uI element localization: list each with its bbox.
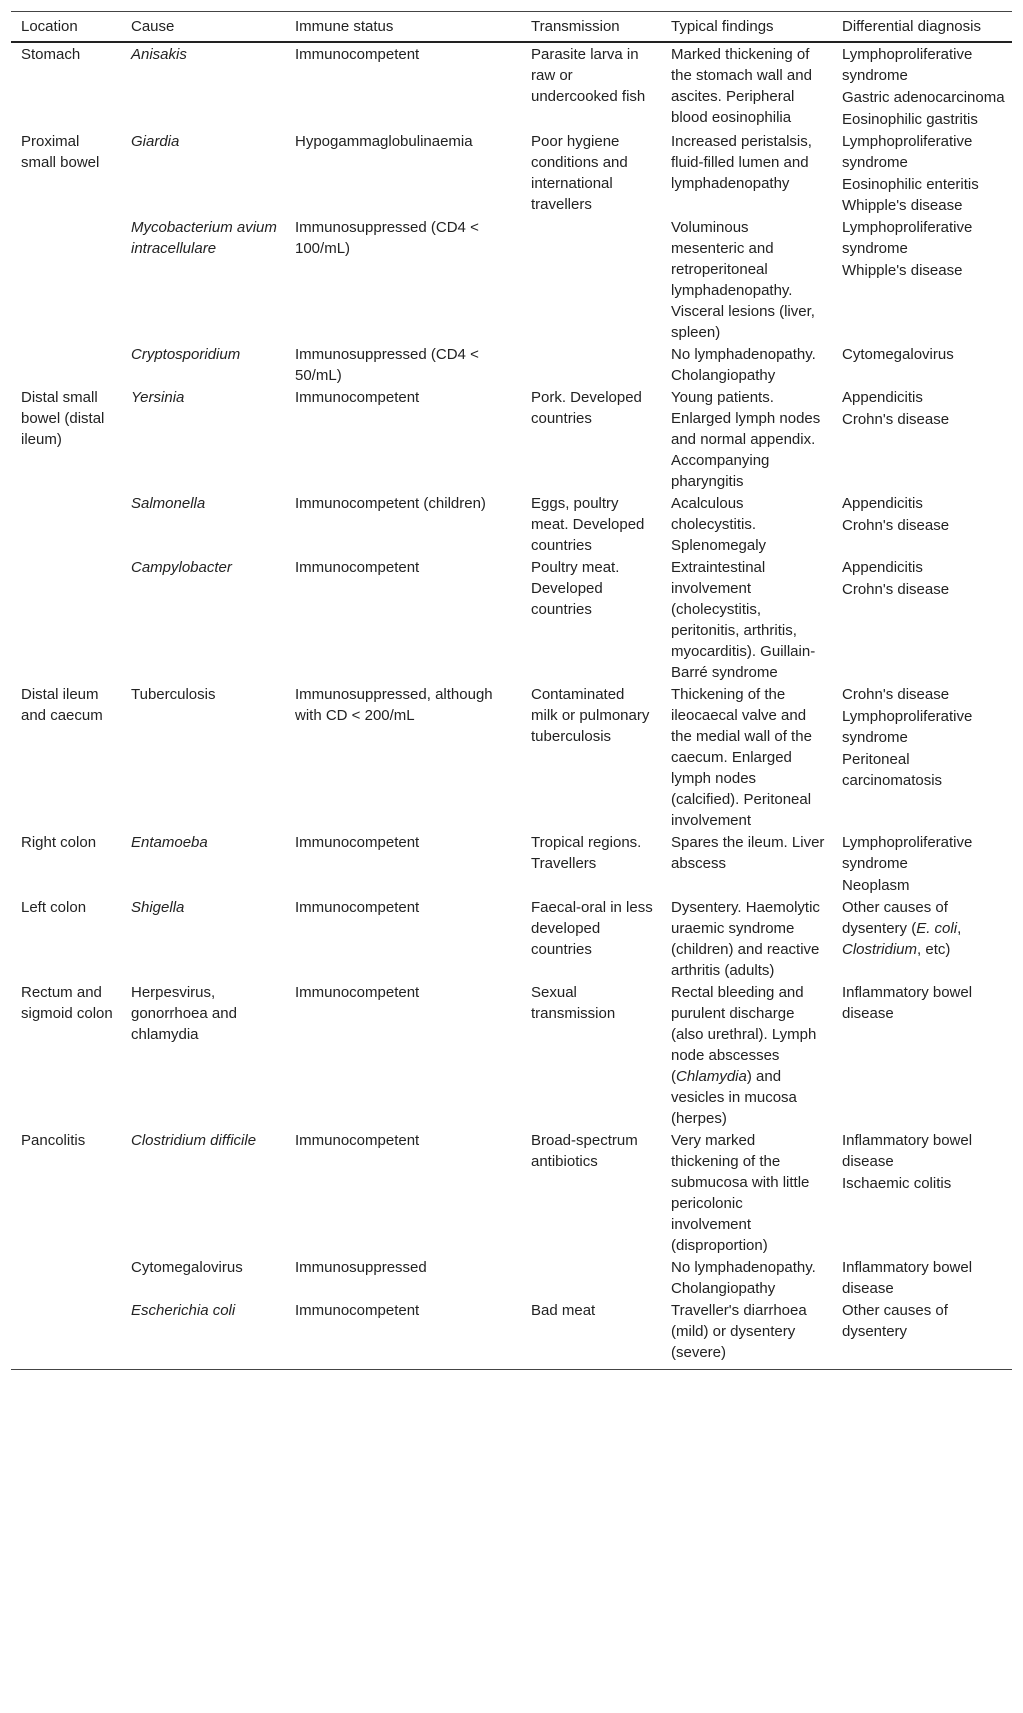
- findings-text-part: Rectal bleeding and purulent discharge (also urethral). Lymph node abscesses (: [671, 984, 817, 1085]
- differential-item: Eosinophilic gastritis: [842, 111, 978, 128]
- differential-text-part: Clostridium: [842, 941, 918, 958]
- cell-cause: Giardia: [131, 133, 180, 150]
- header-differential-diagnosis: Differential diagnosis: [832, 12, 1012, 43]
- cell-location: [11, 216, 121, 343]
- cell-typical-findings: Traveller's diarrhoea (mild) or dysentery (severe): [661, 1299, 832, 1370]
- cell-differential-diagnosis: [832, 343, 1012, 386]
- cell-differential-diagnosis: [832, 981, 1012, 1129]
- cell-typical-findings: No lymphadenopathy. Cholangiopathy: [671, 1259, 816, 1297]
- differential-item: Crohn's disease: [842, 581, 950, 598]
- differential-item: Inflammatory bowel disease: [842, 1259, 973, 1297]
- differential-text-part: E. coli: [916, 920, 958, 937]
- cell-immune-status: Immunocompetent: [295, 559, 420, 576]
- table-row: [11, 216, 1012, 343]
- cell-transmission: Tropical regions. Travellers: [531, 834, 642, 872]
- differential-item: Crohn's disease: [842, 517, 950, 534]
- header-typical-findings: Typical findings: [661, 12, 832, 43]
- cell-differential-diagnosis: [832, 831, 1012, 896]
- table-row: [11, 1256, 1012, 1299]
- differential-item: Appendicitis: [842, 495, 923, 512]
- cell-cause: Salmonella: [131, 495, 206, 512]
- header-row: [11, 12, 1012, 43]
- table-header: [11, 12, 1012, 43]
- table-row: [11, 492, 1012, 556]
- table-row: [11, 896, 1012, 981]
- table-row: [11, 1129, 1012, 1256]
- differential-item: Lymphoproliferative syndrome: [842, 708, 973, 746]
- cell-differential-diagnosis: [832, 1256, 1012, 1299]
- cell-differential-diagnosis: [832, 1129, 1012, 1256]
- header-immune-status: Immune status: [285, 12, 521, 43]
- table-row: [11, 386, 1012, 492]
- table-body: [11, 42, 1012, 1370]
- cell-transmission: Broad-spectrum antibiotics: [531, 1132, 638, 1170]
- cell-location: Proximal small bowel: [21, 133, 100, 171]
- differential-item: Eosinophilic enteritis Whipple's disease: [842, 176, 979, 214]
- cell-cause: Clostridium difficile: [131, 1132, 257, 1149]
- infectious-colitis-table: [11, 11, 1012, 1370]
- cell-location: [11, 1256, 121, 1299]
- cell-differential-diagnosis: [832, 896, 1012, 981]
- differential-item: Crohn's disease: [842, 411, 950, 428]
- cell-transmission: Sexual transmission: [531, 984, 616, 1022]
- findings-text-part: ) and vesicles in mucosa (herpes): [671, 1068, 797, 1127]
- cell-location: Left colon: [21, 899, 87, 916]
- table-row: [11, 343, 1012, 386]
- cell-typical-findings: [661, 981, 832, 1129]
- differential-item: Neoplasm: [842, 877, 910, 894]
- cell-cause: Escherichia coli: [121, 1299, 285, 1370]
- cell-transmission: [521, 216, 661, 343]
- cell-location: Distal small bowel (distal ileum): [21, 389, 105, 448]
- cell-immune-status: Immunocompetent: [295, 389, 420, 406]
- cell-typical-findings: Acalculous cholecystitis. Splenomegaly: [671, 495, 767, 554]
- differential-item: Lymphoproliferative syndrome: [842, 219, 973, 257]
- cell-immune-status: Immunocompetent (children): [295, 495, 486, 512]
- differential-item: Appendicitis: [842, 559, 923, 576]
- cell-location: [11, 343, 121, 386]
- differential-item: Peritoneal carcinomatosis: [842, 751, 943, 789]
- cell-typical-findings: Voluminous mesenteric and retroperitoneal lymphadenopathy. Visceral lesions (liver, spleen): [671, 219, 815, 341]
- cell-differential-diagnosis: [832, 492, 1012, 556]
- cell-location: Stomach: [21, 46, 81, 63]
- cell-differential-diagnosis: [832, 556, 1012, 683]
- cell-typical-findings: Spares the ileum. Liver abscess: [671, 834, 825, 872]
- table-row: [11, 130, 1012, 216]
- cell-immune-status: Immunosuppressed: [295, 1259, 427, 1276]
- cell-differential-diagnosis: [832, 386, 1012, 492]
- header-location: Location: [11, 12, 121, 43]
- cell-differential-diagnosis: [832, 130, 1012, 216]
- cell-cause: Campylobacter: [131, 559, 232, 576]
- cell-transmission: Poor hygiene conditions and international travellers: [531, 133, 628, 213]
- differential-item: Lymphoproliferative syndrome: [842, 133, 973, 171]
- cell-cause: Yersinia: [131, 389, 185, 406]
- table-row: [11, 831, 1012, 896]
- cell-transmission: Poultry meat. Developed countries: [531, 559, 620, 618]
- table-row: [11, 1299, 1012, 1370]
- cell-differential-diagnosis: [832, 683, 1012, 831]
- table-row: [11, 683, 1012, 831]
- cell-transmission: Faecal-oral in less developed countries: [531, 899, 653, 958]
- cell-immune-status: Immunosuppressed (CD4 < 100/mL): [295, 219, 479, 257]
- differential-text-part: , etc): [917, 941, 951, 958]
- cell-cause: Anisakis: [131, 46, 187, 63]
- cell-cause: Mycobacterium avium intracellulare: [131, 219, 277, 257]
- cell-transmission: Pork. Developed countries: [531, 389, 642, 427]
- cell-typical-findings: Dysentery. Haemolytic uraemic syndrome (children) and reactive arthritis (adults): [671, 899, 820, 979]
- differential-item: Ischaemic colitis: [842, 1175, 952, 1192]
- cell-immune-status: Hypogammaglobulinaemia: [295, 133, 473, 150]
- cell-location: Distal ileum and caecum: [21, 686, 103, 724]
- cell-typical-findings: Increased peristalsis, fluid-filled lumen and lymphadenopathy: [671, 133, 812, 192]
- cell-transmission: Parasite larva in raw or undercooked fish: [531, 46, 646, 105]
- table-row: [11, 981, 1012, 1129]
- cell-typical-findings: Extraintestinal involvement (cholecystitis, peritonitis, arthritis, myocarditis). Guillain-Barré syndrome: [671, 559, 816, 681]
- cell-cause: Herpesvirus, gonorrhoea and chlamydia: [131, 984, 237, 1043]
- cell-cause: Cryptosporidium: [131, 346, 241, 363]
- differential-item: Inflammatory bowel disease: [842, 1132, 973, 1170]
- cell-cause: Entamoeba: [131, 834, 208, 851]
- cell-location: [11, 492, 121, 556]
- header-cause: Cause: [121, 12, 285, 43]
- differential-item: Inflammatory bowel disease: [842, 984, 973, 1022]
- cell-location: [11, 556, 121, 683]
- table-container: [11, 11, 1012, 1370]
- cell-transmission: Contaminated milk or pulmonary tuberculosis: [531, 686, 650, 745]
- differential-item: Lymphoproliferative syndrome: [842, 834, 973, 872]
- differential-text-part: ,: [957, 920, 962, 937]
- cell-immune-status: Immunocompetent: [295, 834, 420, 851]
- table-row: [11, 556, 1012, 683]
- cell-typical-findings: Marked thickening of the stomach wall and ascites. Peripheral blood eosinophilia: [671, 46, 812, 126]
- cell-location: Pancolitis: [21, 1132, 86, 1149]
- cell-immune-status: Immunocompetent: [285, 1299, 521, 1370]
- findings-text-part: Chlamydia: [676, 1068, 747, 1085]
- cell-transmission: Bad meat: [521, 1299, 661, 1370]
- cell-differential-diagnosis: [832, 1299, 1012, 1370]
- differential-item: Lymphoproliferative syndrome: [842, 46, 973, 84]
- cell-typical-findings: No lymphadenopathy. Cholangiopathy: [671, 346, 816, 384]
- cell-immune-status: Immunocompetent: [295, 1132, 420, 1149]
- cell-location: Rectum and sigmoid colon: [21, 984, 113, 1022]
- cell-differential-diagnosis: [832, 216, 1012, 343]
- cell-immune-status: Immunocompetent: [295, 984, 420, 1001]
- differential-item: Appendicitis: [842, 389, 923, 406]
- differential-item: Crohn's disease: [842, 686, 950, 703]
- cell-immune-status: Immunosuppressed (CD4 < 50/mL): [295, 346, 479, 384]
- differential-item: Whipple's disease: [842, 262, 963, 279]
- cell-cause: Shigella: [131, 899, 185, 916]
- cell-location: Right colon: [21, 834, 97, 851]
- cell-differential-diagnosis: [832, 42, 1012, 130]
- cell-cause: Cytomegalovirus: [131, 1259, 243, 1276]
- cell-immune-status: Immunocompetent: [295, 46, 420, 63]
- table-row: [11, 42, 1012, 130]
- differential-item: Cytomegalovirus: [842, 346, 954, 363]
- cell-typical-findings: Thickening of the ileocaecal valve and the medial wall of the caecum. Enlarged lymph nodes (calcified). Peritoneal involvement: [671, 686, 812, 829]
- cell-cause: Tuberculosis: [131, 686, 216, 703]
- cell-typical-findings: Young patients. Enlarged lymph nodes and normal appendix. Accompanying pharyngitis: [671, 389, 821, 490]
- cell-transmission: [521, 1256, 661, 1299]
- cell-immune-status: Immunosuppressed, although with CD < 200/mL: [295, 686, 493, 724]
- cell-transmission: [521, 343, 661, 386]
- cell-typical-findings: Very marked thickening of the submucosa with little pericolonic involvement (disproportion): [671, 1132, 810, 1254]
- differential-text-part: Other causes of dysentery (: [842, 899, 948, 937]
- differential-item: Other causes of dysentery: [842, 1302, 948, 1340]
- differential-item: Gastric adenocarcinoma: [842, 89, 1005, 106]
- header-transmission: Transmission: [521, 12, 661, 43]
- cell-location: [11, 1299, 121, 1370]
- cell-transmission: Eggs, poultry meat. Developed countries: [531, 495, 645, 554]
- cell-immune-status: Immunocompetent: [295, 899, 420, 916]
